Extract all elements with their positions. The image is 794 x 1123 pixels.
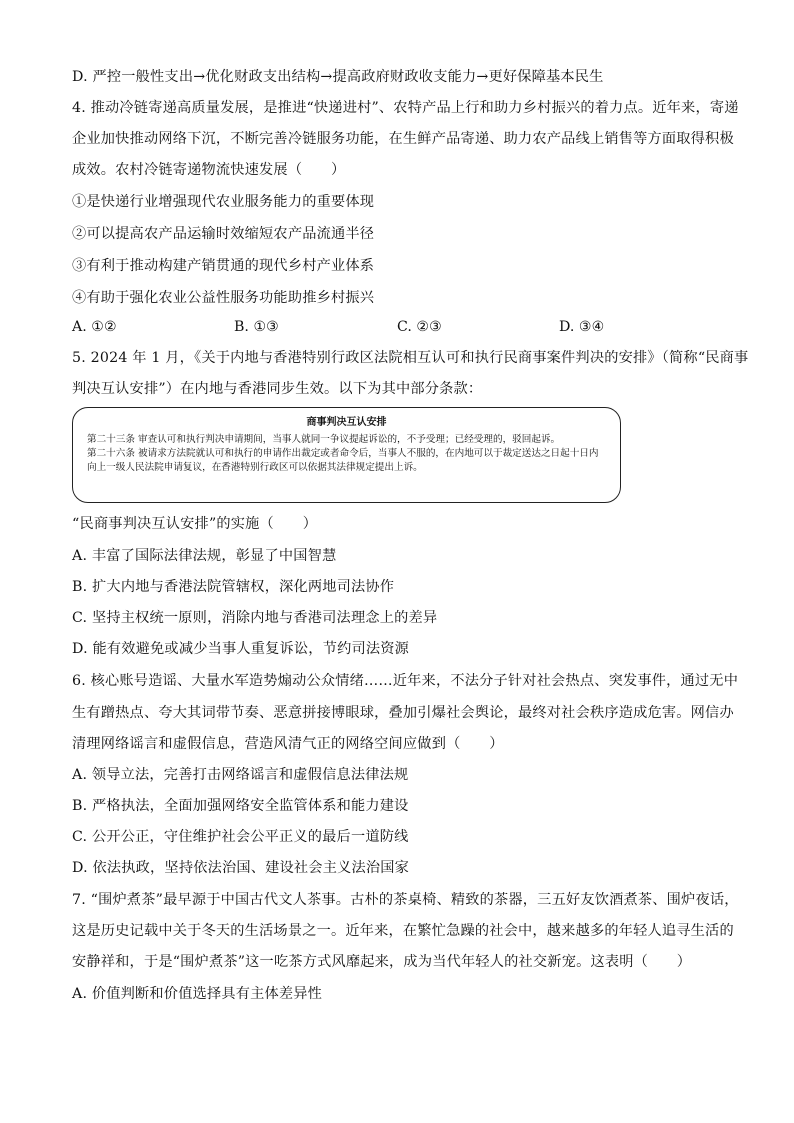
q4-statement-4: ④有助于强化农业公益性服务功能助推乡村振兴 <box>72 290 375 306</box>
q4-statement-2: ②可以提高农产品运输时效缩短农产品流通半径 <box>72 226 375 242</box>
q6-option-b: B. 严格执法，全面加强网络安全监管体系和能力建设 <box>72 798 409 814</box>
q4-stem-line1: 4. 推动冷链寄递高质量发展，是推进“快递进村”、农特产品上行和助力乡村振兴的着力点。近年来，寄递 <box>72 100 739 116</box>
clause-26: 第二十六条 被请求方法院就认可和执行的申请作出裁定或者命令后，当事人不服的，在内地可以于裁定送达之日起十日内向上一级人民法院申请复议，在香港特别行政区可以依据其法律规定提出上诉。 <box>87 448 599 473</box>
q4-statement-3: ③有利于推动构建产销贯通的现代乡村产业体系 <box>72 258 375 274</box>
q5-question: “民商事判决互认安排”的实施（ ） <box>72 516 318 532</box>
clause-box <box>72 407 621 503</box>
q7-stem-line1: 7. “围炉煮茶”最早源于中国古代文人茶事。古朴的茶桌椅、精致的茶器，三五好友饮酒煮茶、围炉夜话， <box>72 892 739 908</box>
q3-option-d: D. 严控一般性支出→优化财政支出结构→提高政府财政收支能力→更好保障基本民生 <box>72 69 604 85</box>
q7-option-a: A. 价值判断和价值选择具有主体差异性 <box>72 986 323 1002</box>
q6-stem-line1: 6. 核心账号造谣、大量水军造势煽动公众情绪……近年来，不法分子针对社会热点、突发事件，通过无中 <box>72 673 739 689</box>
q6-option-c: C. 公开公正，守住维护社会公平正义的最后一道防线 <box>72 829 409 845</box>
q6-option-a: A. 领导立法，完善打击网络谣言和虚假信息法律法规 <box>72 767 409 783</box>
q7-stem-line2: 这是历史记载中关于冬天的生活场景之一。近年来，在繁忙急躁的社会中，越来越多的年轻人追寻生活的 <box>72 923 734 939</box>
q4-option-a: A. ①② <box>72 319 117 335</box>
clause-box-title: 商事判决互认安排 <box>306 417 387 428</box>
q6-option-d: D. 依法执政，坚持依法治国、建设社会主义法治国家 <box>72 860 410 876</box>
q4-statement-1: ①是快递行业增强现代农业服务能力的重要体现 <box>72 194 375 210</box>
q6-stem-line3: 清理网络谣言和虚假信息，营造风清气正的网络空间应做到（ ） <box>72 736 504 752</box>
q4-option-c: C. ②③ <box>397 319 442 335</box>
q6-stem-line2: 生有蹭热点、夸大其词带节奏、恶意拼接博眼球，叠加引爆社会舆论，最终对社会秩序造成危害。网信办 <box>72 705 734 721</box>
q4-option-d: D. ③④ <box>559 319 605 335</box>
q4-stem-line2: 企业加快推动网络下沉，不断完善冷链服务功能，在生鲜产品寄递、助力农产品线上销售等方面取得积极 <box>72 131 734 147</box>
q4-stem-line3: 成效。农村冷链寄递物流快速发展（ ） <box>72 162 346 178</box>
q5-stem-line1: 5. 2024 年 1 月，《关于内地与香港特别行政区法院相互认可和执行民商事案件判决的安排》（简称“民商事 <box>72 350 749 366</box>
q4-option-b: B. ①③ <box>234 319 279 335</box>
q5-option-c: C. 坚持主权统一原则，消除内地与香港司法理念上的差异 <box>72 610 438 626</box>
q5-option-d: D. 能有效避免或减少当事人重复诉讼，节约司法资源 <box>72 641 410 657</box>
clause-23: 第二十三条 审查认可和执行判决申请期间，当事人就同一争议提起诉讼的，不予受理；已经受理的，驳回起诉。 <box>87 434 561 445</box>
q7-stem-line3: 安静祥和，于是“围炉煮茶”这一吃茶方式风靡起来，成为当代年轻人的社交新宠。这表明（ ） <box>72 954 692 970</box>
q5-stem-line2: 判决互认安排”）在内地与香港同步生效。以下为其中部分条款： <box>72 381 483 397</box>
q5-option-b: B. 扩大内地与香港法院管辖权，深化两地司法协作 <box>72 579 395 595</box>
q5-option-a: A. 丰富了国际法律法规，彰显了中国智慧 <box>72 548 337 564</box>
